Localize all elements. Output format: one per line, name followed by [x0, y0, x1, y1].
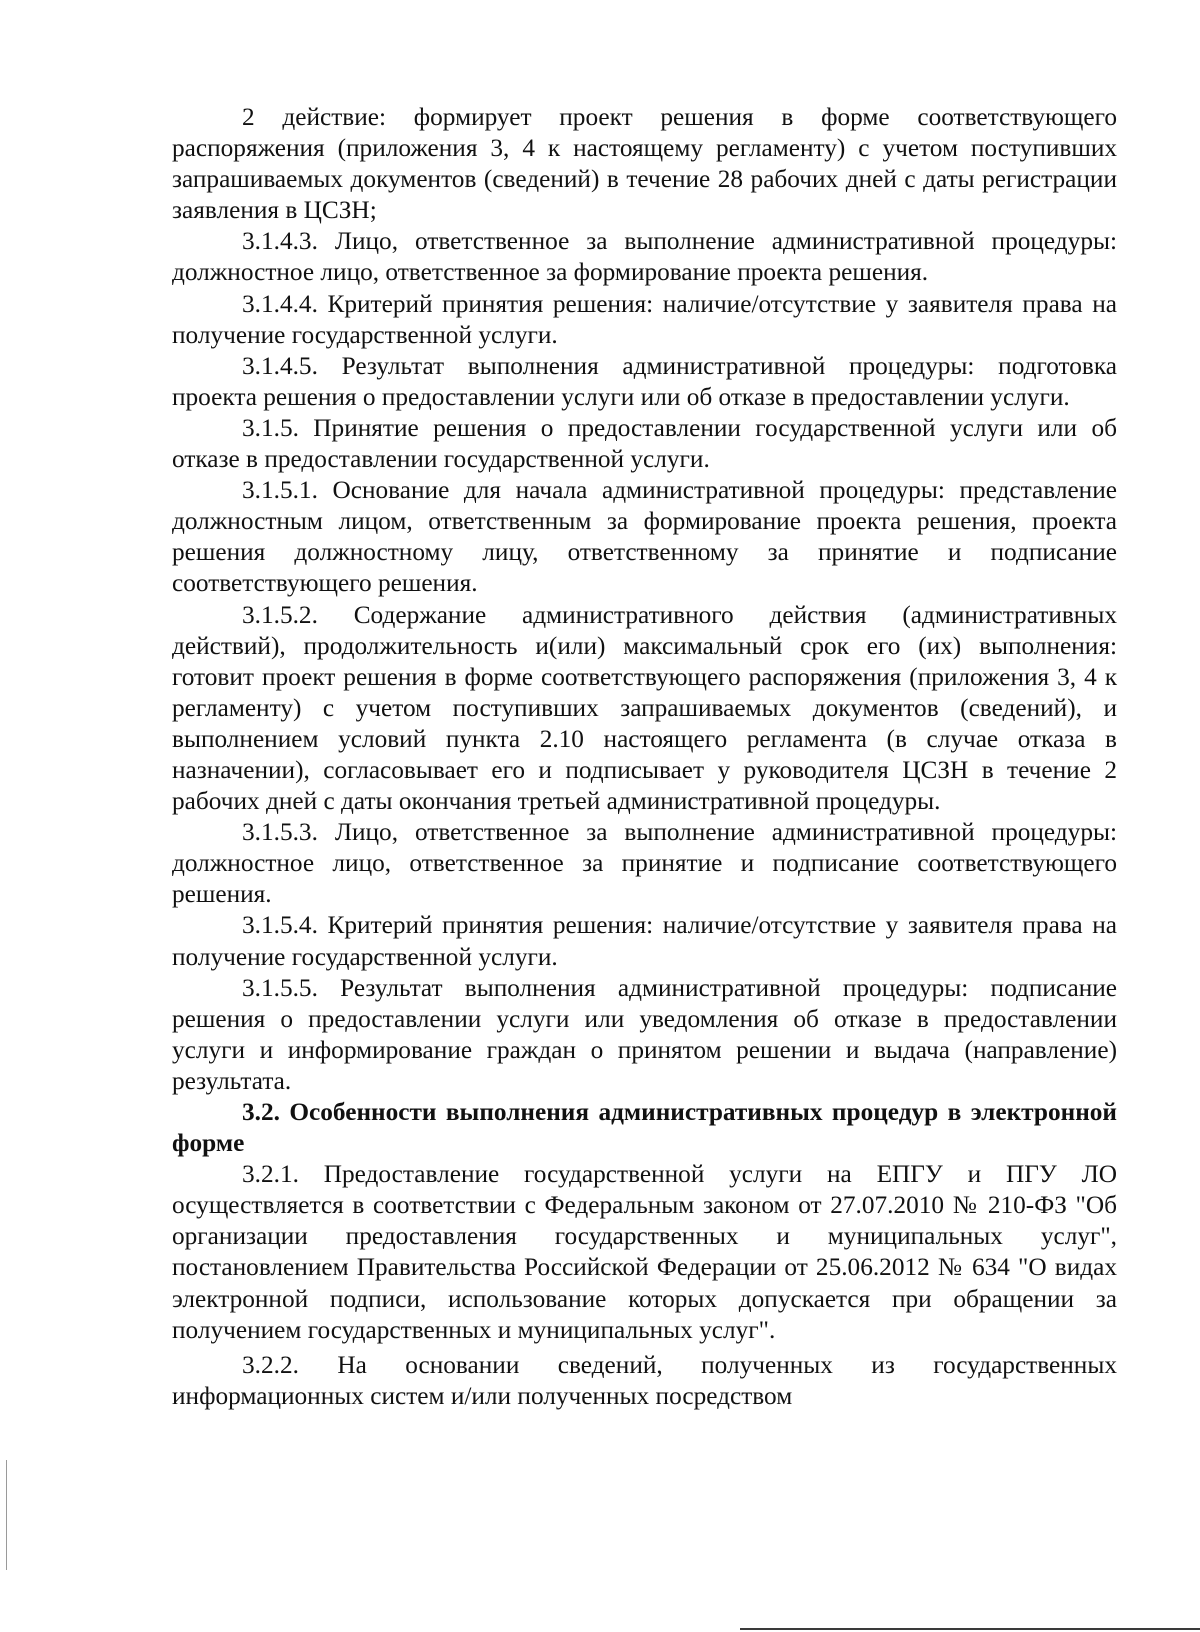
paragraph-3-2-1: 3.2.1. Предоставление государственной услуги на ЕПГУ и ПГУ ЛО осуществляется в соответствии с Федеральным законом от 27.07.2010 № 210-ФЗ "Об организации предоставления государственных и муниципальных услуг", постановлением Правительства Российской Федерации от 25.06.2012 № 634 "О видах электронной подписи, использование которых допускается при обращении за получением государственных и муниципальных услуг". — [172, 1160, 1117, 1344]
paragraph-3-2-2: 3.2.2. На основании сведений, полученных из государственных информационных систем и/или полученных посредством — [172, 1350, 1117, 1410]
scan-edge-bottom — [740, 1628, 1200, 1630]
paragraph-action-2: 2 действие: формирует проект решения в форме соответствующего распоряжения (приложения 3, 4 к настоящему регламенту) с учетом поступивших запрашиваемых документов (сведений) в течение 28 рабочих дней с даты регистрации заявления в ЦСЗН; — [172, 103, 1117, 225]
paragraph-3-1-5-4: 3.1.5.4. Критерий принятия решения: наличие/отсутствие у заявителя права на получение государственной услуги. — [172, 911, 1117, 971]
scan-edge-left — [6, 1460, 7, 1570]
paragraph-3-1-5-3: 3.1.5.3. Лицо, ответственное за выполнение административной процедуры: должностное лицо, ответственное за принятие и подписание соответствующего решения. — [172, 818, 1117, 909]
paragraph-3-1-5-1: 3.1.5.1. Основание для начала административной процедуры: представление должностным лицом, ответственным за формирование проекта решения, проекта решения должностному лицу, ответственному за принятие и подписание соответствующего решения. — [172, 476, 1117, 598]
section-heading-3-2: 3.2. Особенности выполнения административных процедур в электронной форме — [172, 1098, 1117, 1158]
paragraph-3-1-4-5: 3.1.4.5. Результат выполнения административной процедуры: подготовка проекта решения о предоставлении услуги или об отказе в предоставлении услуги. — [172, 351, 1117, 411]
document-body — [172, 102, 1117, 1412]
paragraph-3-1-4-4: 3.1.4.4. Критерий принятия решения: наличие/отсутствие у заявителя права на получение государственной услуги. — [172, 289, 1117, 349]
paragraph-3-1-5-2: 3.1.5.2. Содержание административного действия (административных действий), продолжительность и(или) максимальный срок его (их) выполнения: готовит проект решения в форме соответствующего распоряжения (приложения 3, 4 к регламенту) с учетом поступивших запрашиваемых документов (сведений), и выполнением условий пункта 2.10 настоящего регламента (в случае отказа в назначении), согласовывает его и подписывает у руководителя ЦСЗН в течение 2 рабочих дней с даты окончания третьей административной процедуры. — [172, 600, 1117, 816]
paragraph-3-1-5: 3.1.5. Принятие решения о предоставлении государственной услуги или об отказе в предоставлении государственной услуги. — [172, 413, 1117, 474]
paragraph-3-1-4-3: 3.1.4.3. Лицо, ответственное за выполнение административной процедуры: должностное лицо, ответственное за формирование проекта решения. — [172, 227, 1117, 287]
paragraph-3-1-5-5: 3.1.5.5. Результат выполнения административной процедуры: подписание решения о предоставлении услуги или уведомления об отказе в предоставлении услуги и информирование граждан о принятом решении и выдача (направление) результата. — [172, 973, 1117, 1095]
